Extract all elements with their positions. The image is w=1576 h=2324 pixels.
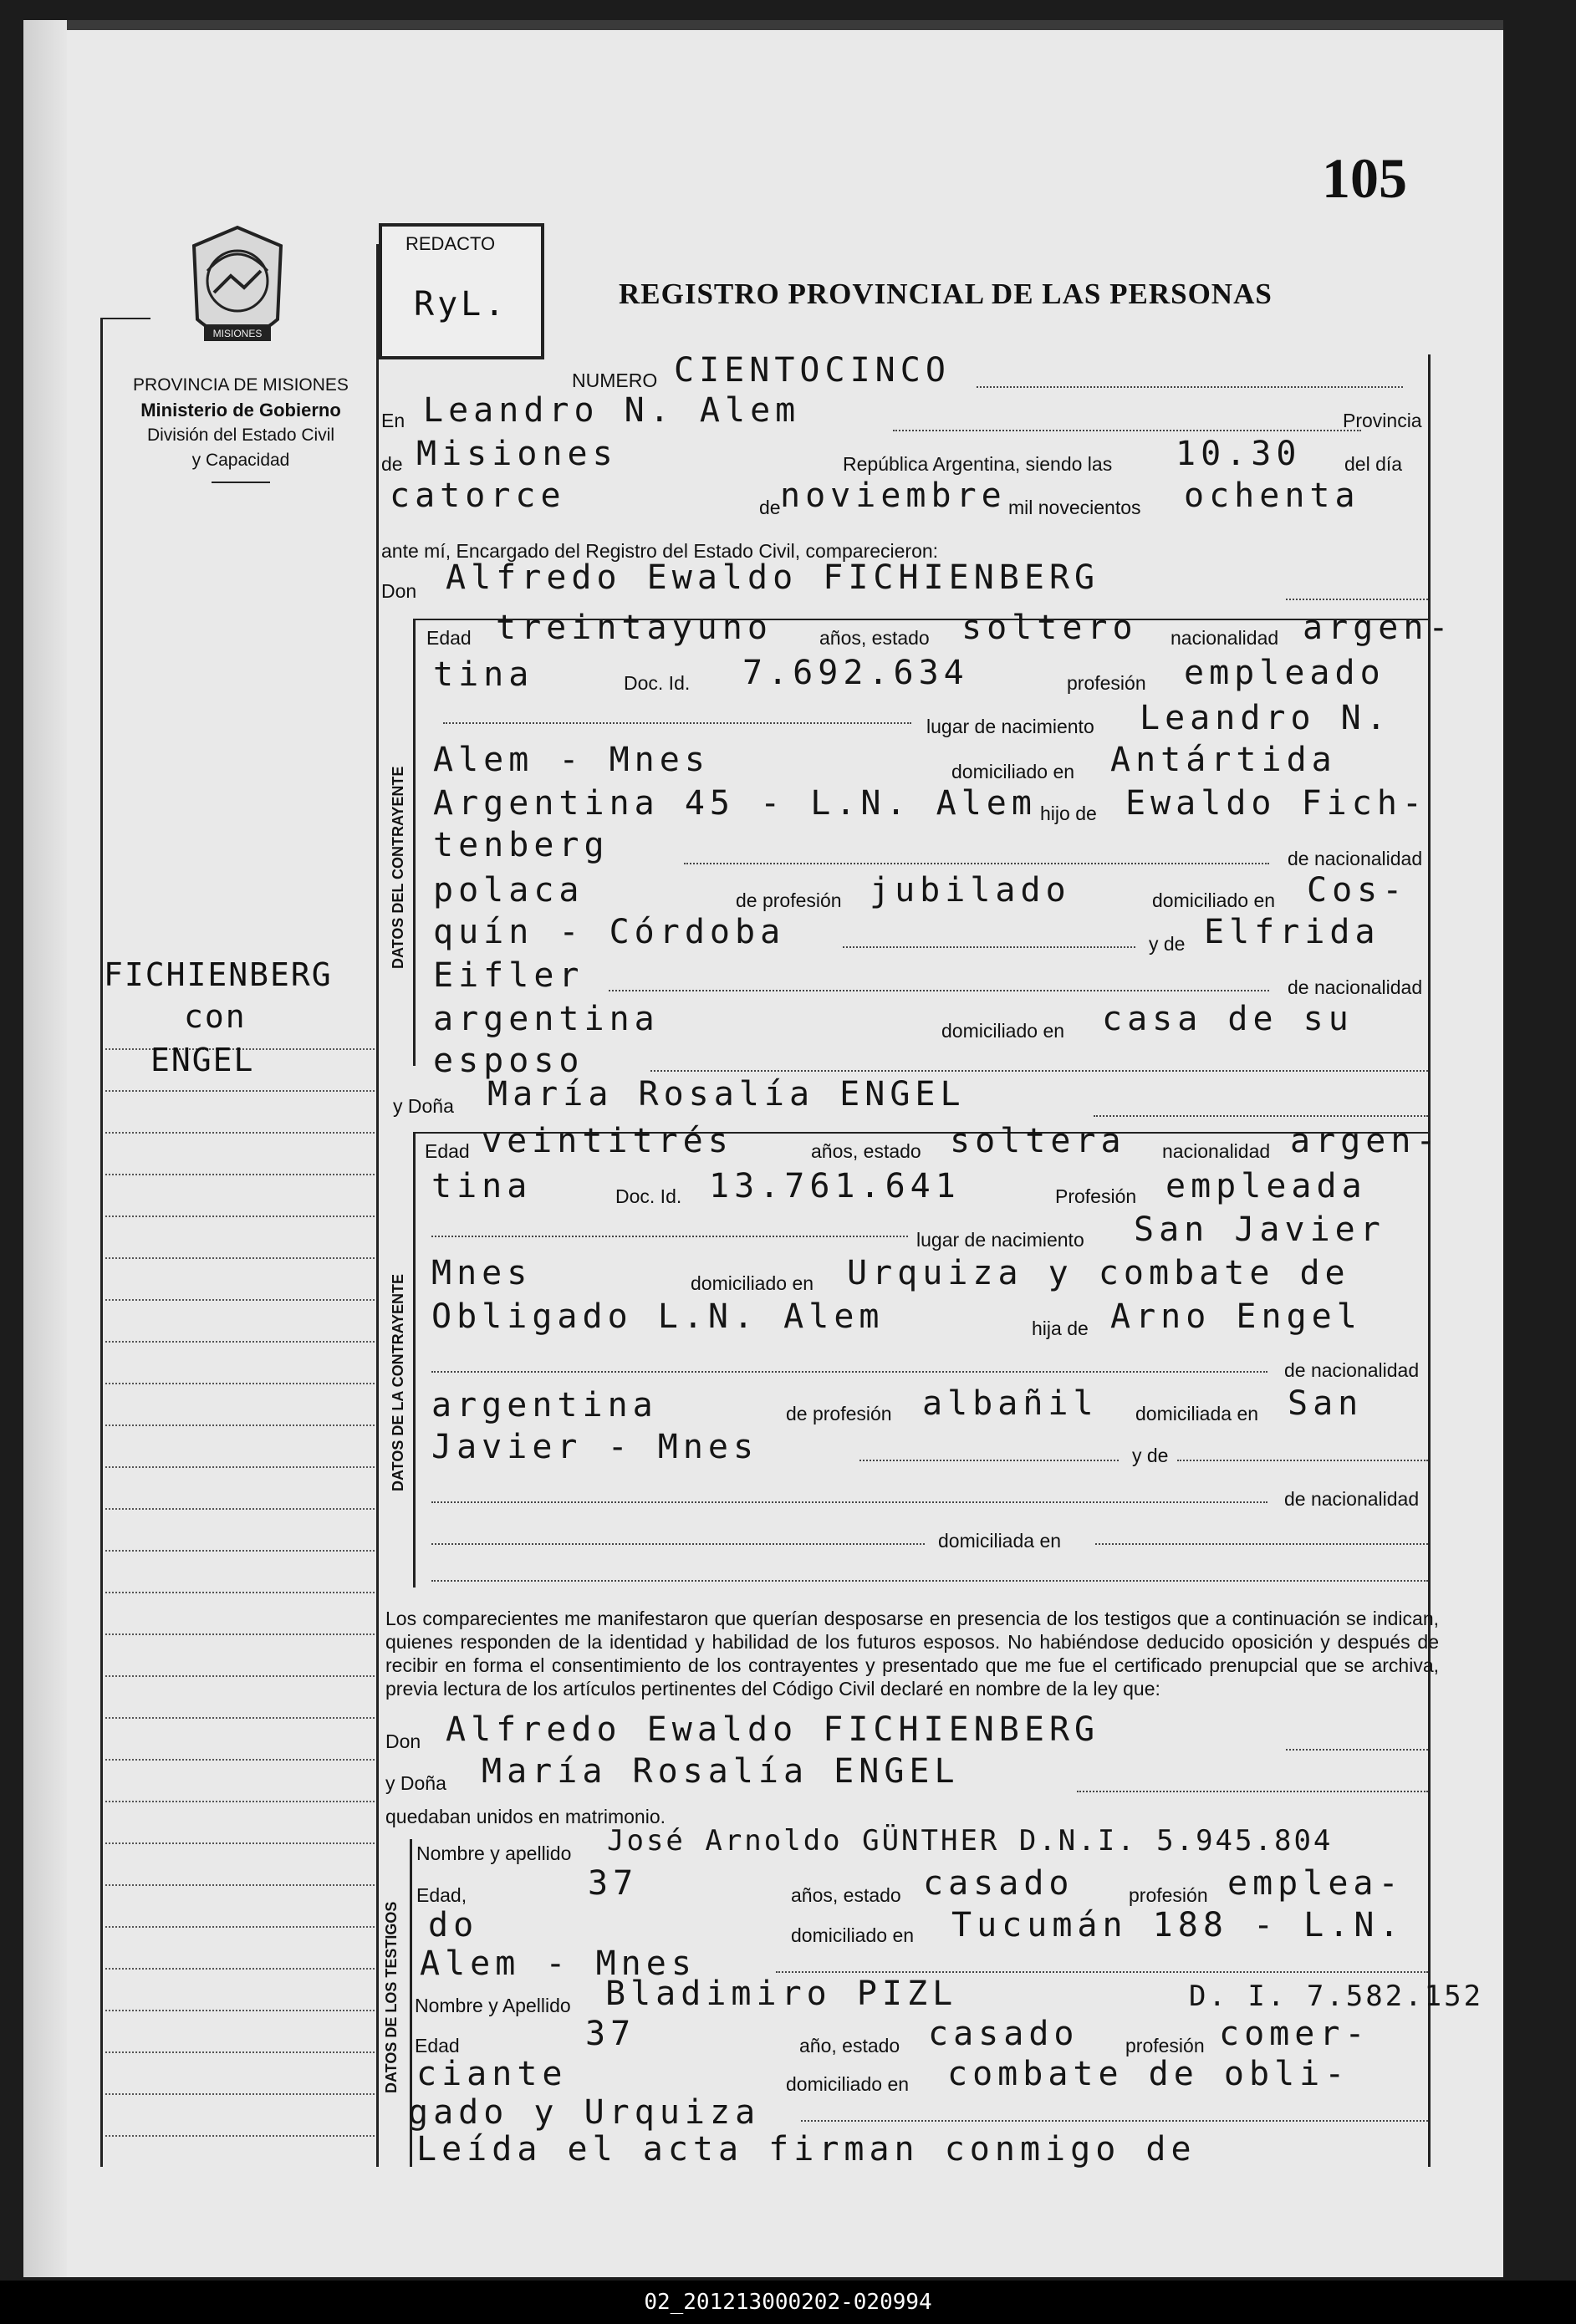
hija-label: hija de [1032, 1317, 1089, 1339]
contrayenta-edad-label: Edad [425, 1140, 470, 1162]
t1-dom-label: domiciliado en [791, 1924, 915, 1946]
numero-label: NUMERO [572, 369, 658, 391]
contrayente-domicilio-b: Argentina 45 - L.N. Alem [433, 784, 1037, 823]
t2-edad-label: Edad [415, 2035, 460, 2056]
t2-anios-label: año, estado [799, 2035, 900, 2056]
dotted-line [1094, 1115, 1428, 1117]
contrayente-padre-dom-b: quín - Córdoba [433, 913, 786, 951]
ministry-capacity: y Capacidad [191, 451, 290, 470]
provincia-label: Provincia [1343, 410, 1422, 431]
contrayente-doc: 7.692.634 [742, 654, 969, 692]
decl-dona-value: María Rosalía ENGEL [482, 1752, 960, 1791]
t1-prof-b: do [428, 1906, 479, 1944]
contrayente-nombre: Alfredo Ewaldo FICHIENBERG [446, 558, 1100, 597]
contrayente-madre-b: Eifler [433, 956, 584, 995]
t1-edad-label: Edad, [416, 1884, 467, 1906]
dotted-line [431, 1580, 1428, 1582]
republica-text: República Argentina, siendo las [843, 453, 1113, 475]
dotted-line [1095, 1543, 1428, 1545]
page-top-edge [23, 20, 1503, 30]
t1-prof-a: emplea- [1227, 1864, 1404, 1903]
contrayente-madre-dom-b: esposo [433, 1042, 584, 1080]
contrayente-nacionalidad-b: tina [433, 655, 534, 694]
domiciliado-label: domiciliado en [951, 761, 1075, 782]
margin-left-rule [100, 318, 103, 2167]
t2-estado: casado [928, 2015, 1079, 2053]
dotted-line [1177, 1460, 1428, 1461]
de-nacionalidad-label: de nacionalidad [1288, 848, 1423, 869]
nacionalidad-label: nacionalidad [1171, 627, 1279, 649]
dotted-line [431, 1236, 908, 1237]
contrayenta-nacionalidad-b: tina [431, 1167, 533, 1205]
t1-dom-b: Alem - Mnes [420, 1944, 696, 1983]
t2-prof-label: profesión [1125, 2035, 1205, 2056]
contrayenta-domicilio-label: domiciliado en [691, 1272, 814, 1294]
contrayente-estado: soltero [961, 609, 1138, 647]
t2-dom-a: combate de obli- [947, 2055, 1350, 2093]
del-dia-label: del día [1344, 453, 1403, 475]
t2-prof-a: comer- [1219, 2015, 1370, 2053]
profesion-label: profesión [1067, 672, 1146, 694]
t2-nombre: Bladimiro PIZL [605, 1975, 958, 2013]
contrayenta-y-de-label: y de [1132, 1445, 1169, 1466]
dotted-line [843, 946, 1135, 948]
contrayenta-edad: veintitrés [482, 1122, 733, 1160]
madre-dom-label: domiciliado en [941, 1020, 1065, 1042]
mes-value: noviembre [780, 477, 1007, 515]
decl-don-value: Alfredo Ewaldo FICHIENBERG [446, 1710, 1100, 1749]
t2-doc: D. I. 7.582.152 [1189, 1980, 1484, 2013]
de-label: de [381, 453, 403, 475]
t1-dom-a: Tucumán 188 - L.N. [951, 1906, 1405, 1944]
quedaban-text: quedaban unidos en matrimonio. [385, 1806, 666, 1827]
contrayente-side-label: DATOS DEL CONTRAYENTE [390, 766, 406, 969]
contrayenta-padre-prof: albañil [922, 1384, 1099, 1423]
contrayenta-padre-dom-label: domiciliada en [1135, 1403, 1259, 1424]
contrayenta-profesion: empleada [1165, 1167, 1367, 1205]
dotted-line [609, 990, 1269, 991]
consent-paragraph: Los comparecientes me manifestaron que querían desposarse en presencia de los testigos que a continuación se indican, quienes responden de la identidad y habilidad de los futuros esposos. No habiéndose deducido oposición y después de recibir en forma el consentimiento de los contrayentes y presentado que me fue el certificado prenupcial que se archiva, previa lectura de los artículos pertinentes del Código Civil declaré en nombre de la ley que: [385, 1608, 1439, 1700]
redacto-value: RyL. [414, 285, 508, 324]
lugar-nac-label: lugar de nacimiento [926, 716, 1094, 737]
contrayente-padre-dom-a: Cos- [1307, 871, 1408, 910]
redacto-box [379, 223, 544, 359]
t2-prof-b: ciante [416, 2055, 568, 2093]
t2-dom-label: domiciliado en [786, 2073, 910, 2095]
dotted-line [431, 1371, 1267, 1373]
contrayenta-de-prof-label: de profesión [786, 1403, 892, 1424]
contrayenta-estado: soltera [950, 1122, 1126, 1160]
doc-label: Doc. Id. [624, 672, 691, 694]
ministry-province: PROVINCIA DE MISIONES [133, 375, 349, 395]
margin-note-surname-2: ENGEL [150, 1042, 255, 1078]
contrayenta-doc: 13.761.641 [709, 1167, 961, 1205]
contrayente-lugar-nac-b: Alem - Mnes [433, 741, 710, 779]
margin-right-rule [376, 244, 379, 2167]
page-number: 105 [1322, 146, 1407, 210]
dia-value: catorce [390, 477, 566, 515]
page-binding [23, 20, 67, 2277]
t2-nombre-label: Nombre y Apellido [415, 1995, 571, 2016]
margin-note-con: con [184, 998, 247, 1035]
hora-value: 10.30 [1176, 435, 1302, 473]
contrayenta-padre-dom-a: San [1288, 1384, 1364, 1423]
contrayenta-doc-label: Doc. Id. [615, 1185, 682, 1207]
don-label: Don [381, 580, 417, 602]
contrayenta-padre-nac: argentina [431, 1386, 658, 1424]
decl-dona-label: y Doña [385, 1772, 446, 1794]
dotted-line [431, 1543, 925, 1545]
dona-label: y Doña [393, 1095, 454, 1117]
madre-nac-label: de nacionalidad [1288, 976, 1423, 998]
hijo-label: hijo de [1040, 803, 1097, 824]
contrayenta-lugar-nac-a: San Javier [1134, 1210, 1385, 1249]
dotted-line [443, 722, 911, 724]
en-label: En [381, 410, 405, 431]
lugar-value: Leandro N. Alem [423, 391, 801, 430]
margin-note-surname-1: FICHIENBERG [104, 956, 333, 993]
decl-don-label: Don [385, 1730, 421, 1752]
contrayente-madre-nac: argentina [433, 1000, 660, 1038]
contrayenta-bracket [413, 1132, 416, 1588]
dotted-line [650, 1070, 1428, 1072]
contrayente-padre-nac: polaca [433, 871, 584, 910]
contrayente-profesion: empleado [1184, 654, 1385, 692]
anio-value: ochenta [1184, 477, 1360, 515]
y-de-label: y de [1149, 933, 1186, 955]
dotted-line [977, 386, 1403, 388]
ministry-division: División del Estado Civil [146, 426, 335, 445]
contrayente-edad: treintayuno [496, 609, 773, 647]
contrayente-lugar-nac-a: Leandro N. [1140, 699, 1391, 737]
dotted-line [1077, 1791, 1428, 1792]
contrayenta-nombre: María Rosalía ENGEL [487, 1075, 966, 1114]
contrayenta-de-nac-label: de nacionalidad [1284, 1359, 1420, 1381]
dotted-line [893, 430, 1361, 431]
anios-estado-label: años, estado [819, 627, 930, 649]
contrayenta-profesion-label: Profesión [1055, 1185, 1137, 1207]
dotted-line [1286, 599, 1428, 600]
de-profesion-label: de profesión [736, 889, 842, 911]
margin-top-rule [100, 318, 150, 319]
registry-page [23, 20, 1503, 2277]
ministry-name: Ministerio de Gobierno [140, 400, 341, 420]
ministry-separator [212, 482, 270, 483]
contrayenta-anios-estado: años, estado [811, 1140, 921, 1162]
t2-edad: 37 [585, 2015, 636, 2053]
t1-nombre: José Arnoldo GÜNTHER D.N.I. 5.945.804 [607, 1824, 1334, 1858]
dotted-line [801, 2120, 1428, 2122]
contrayenta-lugar-nac-label: lugar de nacimiento [916, 1229, 1084, 1251]
ministry-block [90, 373, 391, 483]
contrayente-bracket [413, 619, 416, 1066]
edad-label: Edad [426, 627, 472, 649]
t2-dom-b: gado y Urquiza [408, 2093, 761, 2132]
redacto-label: REDACTO [405, 233, 496, 254]
dotted-line [859, 1460, 1119, 1461]
contrayenta-nacionalidad-label: nacionalidad [1162, 1140, 1271, 1162]
provincial-seal-icon [182, 221, 293, 361]
t1-anios-label: años, estado [791, 1884, 901, 1906]
contrayenta-domicilio-a: Urquiza y combate de [847, 1254, 1350, 1292]
mil-novecientos-text: mil novecientos [1008, 497, 1141, 518]
contrayente-madre-a: Elfrida [1204, 913, 1380, 951]
dotted-line [776, 1971, 1428, 1973]
contrayenta-side-label: DATOS DE LA CONTRAYENTE [390, 1273, 406, 1491]
contrayenta-madre-dom-label: domiciliada en [938, 1530, 1062, 1552]
contrayenta-domicilio-b: Obligado L.N. Alem [431, 1297, 885, 1336]
dotted-line [431, 1501, 1267, 1503]
padre-dom-label: domiciliado en [1152, 889, 1276, 911]
t1-nombre-label: Nombre y apellido [416, 1842, 572, 1864]
seal-text: MISIONES [212, 328, 263, 339]
contrayenta-nacionalidad-a: argen- [1290, 1122, 1441, 1160]
contrayenta-padre: Arno Engel [1110, 1297, 1362, 1336]
contrayente-madre-dom-a: casa de su [1102, 1000, 1354, 1038]
t1-estado: casado [923, 1864, 1074, 1903]
de-label-2: de [759, 497, 781, 518]
document-title: REGISTRO PROVINCIAL DE LAS PERSONAS [619, 278, 1273, 310]
numero-value: CIENTOCINCO [674, 351, 951, 390]
contrayenta-padre-dom-b: Javier - Mnes [431, 1428, 759, 1466]
provincia-value: Misiones [416, 435, 618, 473]
contrayente-padre-prof: jubilado [870, 871, 1071, 910]
closing-text: Leída el acta firman conmigo de [416, 2130, 1196, 2169]
contrayenta-lugar-nac-b: Mnes [431, 1254, 533, 1292]
t1-prof-label: profesión [1129, 1884, 1208, 1906]
dotted-line [1286, 1749, 1428, 1751]
t1-edad: 37 [588, 1864, 639, 1903]
dotted-line [684, 863, 1269, 864]
contrayente-padre-b: tenberg [433, 826, 609, 864]
ante-text: ante mí, Encargado del Registro del Estado Civil, comparecieron: [381, 540, 939, 562]
testigos-side-label: DATOS DE LOS TESTIGOS [383, 1901, 400, 2093]
contrayente-padre-a: Ewaldo Fich- [1125, 784, 1427, 823]
scan-footer-id: 02_201213000202-020994 [0, 2281, 1576, 2324]
contrayente-nacionalidad-a: argen- [1303, 609, 1454, 647]
contrayenta-de-nac-label-2: de nacionalidad [1284, 1488, 1420, 1510]
contrayente-domicilio-a: Antártida [1110, 741, 1337, 779]
